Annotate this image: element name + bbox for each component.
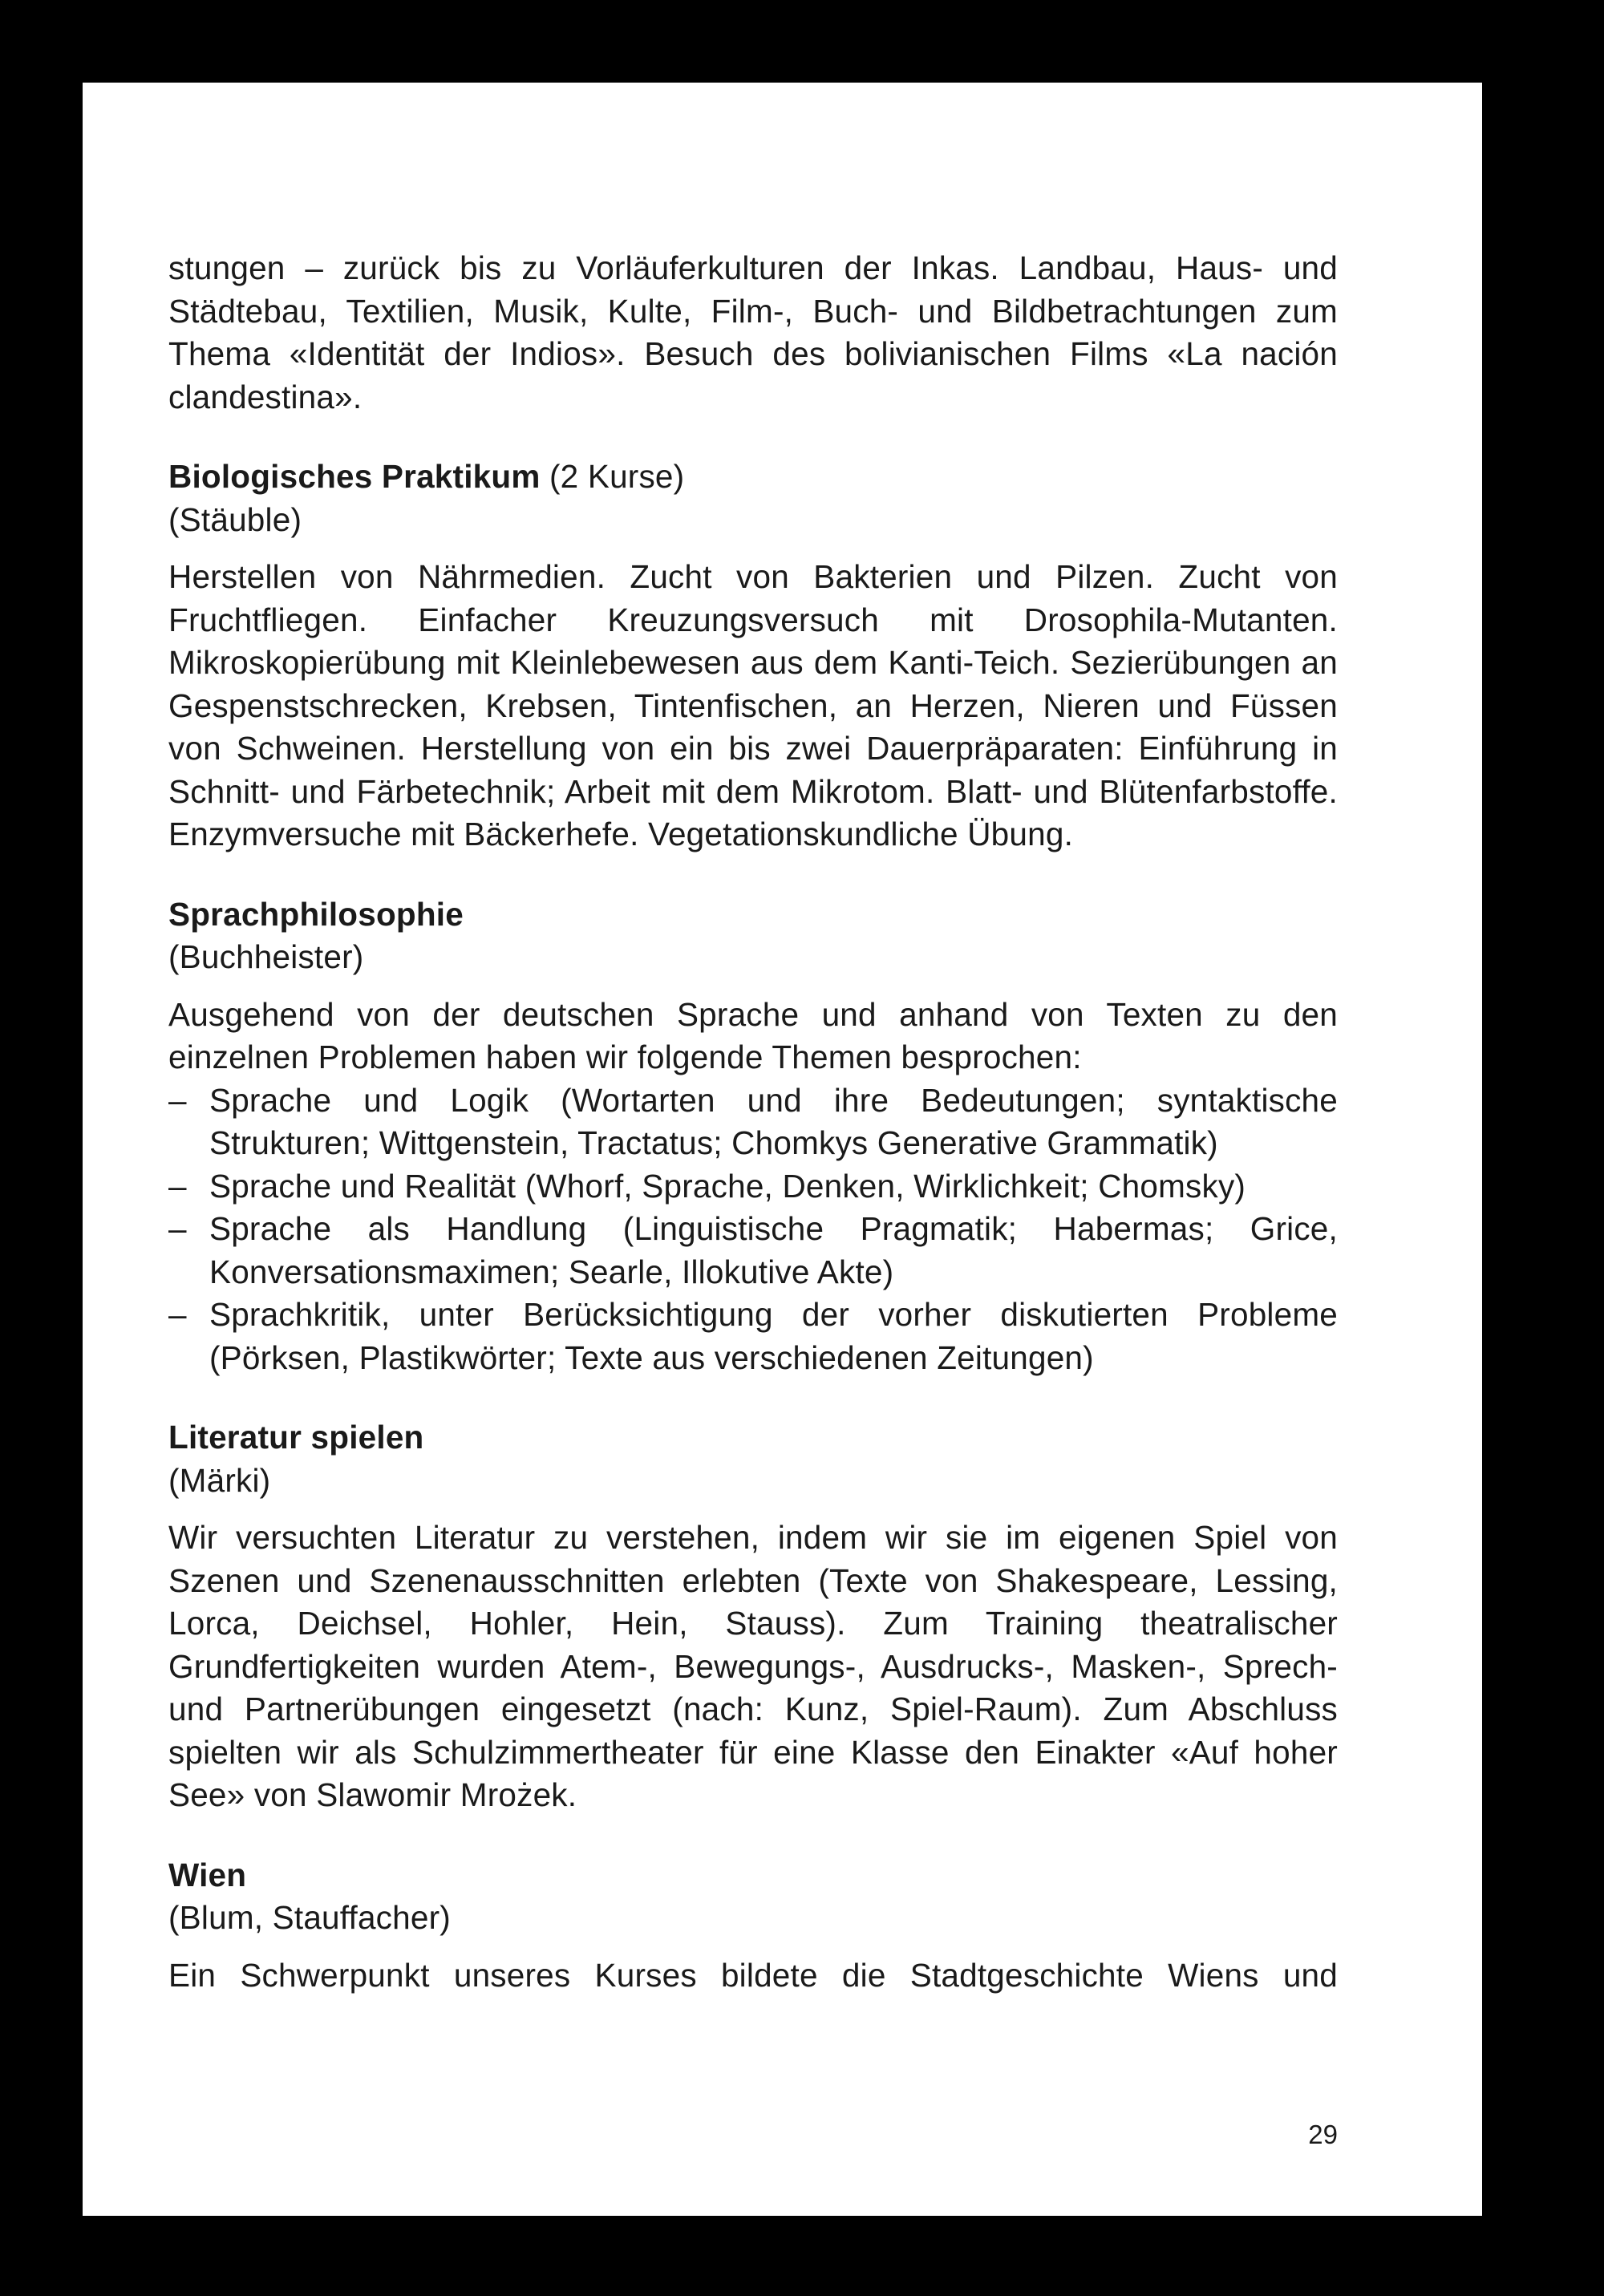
- section-title-suffix: (2 Kurse): [540, 458, 685, 495]
- list-item-text: Sprache und Logik (Wortarten und ihre Bedeutungen; syntaktische Strukturen; Wittgenstein, Tractatus; Chomkys Generative Grammatik): [209, 1081, 1338, 1161]
- section-author: (Stäuble): [168, 500, 302, 538]
- list-item-text: Sprache als Handlung (Linguistische Pragmatik; Habermas; Grice, Konversationsmaximen; Searle, Illokutive Akte): [209, 1210, 1338, 1290]
- page-content: [168, 247, 1338, 1997]
- bullet-dash: –: [168, 1210, 187, 1247]
- section-wien: [168, 1854, 1338, 1998]
- list-item-text: Sprachkritik, unter Berücksichtigung der vorher diskutierten Probleme (Pörksen, Plastikwörter; Texte aus verschiedenen Zeitungen): [209, 1296, 1338, 1376]
- section-body: Ein Schwerpunkt unseres Kurses bildete die Stadtgeschichte Wiens und: [168, 1956, 1338, 1994]
- section-body: Herstellen von Nährmedien. Zucht von Bakterien und Pilzen. Zucht von Fruchtfliegen. Einfacher Kreuzungsversuch mit Drosophila-Mutanten. Mikroskopierübung mit Kleinlebewesen aus dem Kanti-Teich. Sezierübungen an Gespenstschrecken, Krebsen, Tintenfischen, an Herzen, Nieren und Füssen von Schweinen. Herstellung von ein bis zwei Dauerpräparaten: Einführung in Schnitt- und Färbetechnik; Arbeit mit dem Mikrotom. Blatt- und Blütenfarbstoffe. Enzymversuche mit Bäckerhefe. Vegetationskundliche Übung.: [168, 558, 1338, 852]
- section-sprachphilosophie: [168, 893, 1338, 1380]
- bullet-dash: –: [168, 1167, 187, 1205]
- section-author: (Märki): [168, 1461, 271, 1499]
- list-item: [168, 1165, 1338, 1209]
- section-author: (Blum, Stauffacher): [168, 1899, 451, 1936]
- section-heading: [168, 456, 1338, 499]
- section-title: Sprachphilosophie: [168, 895, 464, 933]
- topic-list: [168, 1079, 1338, 1380]
- section-literatur-spielen: [168, 1416, 1338, 1817]
- bullet-dash: –: [168, 1081, 187, 1119]
- section-title: Wien: [168, 1856, 247, 1893]
- intro-paragraph: stungen – zurück bis zu Vorläuferkulturen der Inkas. Landbau, Haus- und Städtebau, Textilien, Musik, Kulte, Film-, Buch- und Bildbetrachtungen zum Thema «Identität der Indios». Besuch des bolivianischen Films «La nación clandestina».: [168, 249, 1338, 415]
- document-page: [83, 83, 1482, 2216]
- section-biologisches-praktikum: [168, 456, 1338, 856]
- list-item: [168, 1208, 1338, 1294]
- list-item-text: Sprache und Realität (Whorf, Sprache, Denken, Wirklichkeit; Chomsky): [209, 1167, 1246, 1205]
- bullet-dash: –: [168, 1296, 187, 1333]
- list-item: [168, 1294, 1338, 1379]
- page-number: 29: [1308, 2120, 1338, 2149]
- section-title: Biologisches Praktikum: [168, 458, 541, 495]
- list-item: [168, 1079, 1338, 1165]
- section-title: Literatur spielen: [168, 1419, 424, 1456]
- section-body: Ausgehend von der deutschen Sprache und anhand von Texten zu den einzelnen Problemen haben wir folgende Themen besprochen:: [168, 995, 1338, 1075]
- section-body: Wir versuchten Literatur zu verstehen, indem wir sie im eigenen Spiel von Szenen und Szenenausschnitten erlebten (Texte von Shakespeare, Lessing, Lorca, Deichsel, Hohler, Hein, Stauss). Zum Training theatralischer Grundfertigkeiten wurden Atem-, Bewegungs-, Ausdrucks-, Masken-, Sprech- und Partnerübungen eingesetzt (nach: Kunz, Spiel-Raum). Zum Abschluss spielten wir als Schulzimmertheater für eine Klasse den Einakter «Auf hoher See» von Slawomir Mrożek.: [168, 1519, 1338, 1813]
- section-author: (Buchheister): [168, 938, 364, 975]
